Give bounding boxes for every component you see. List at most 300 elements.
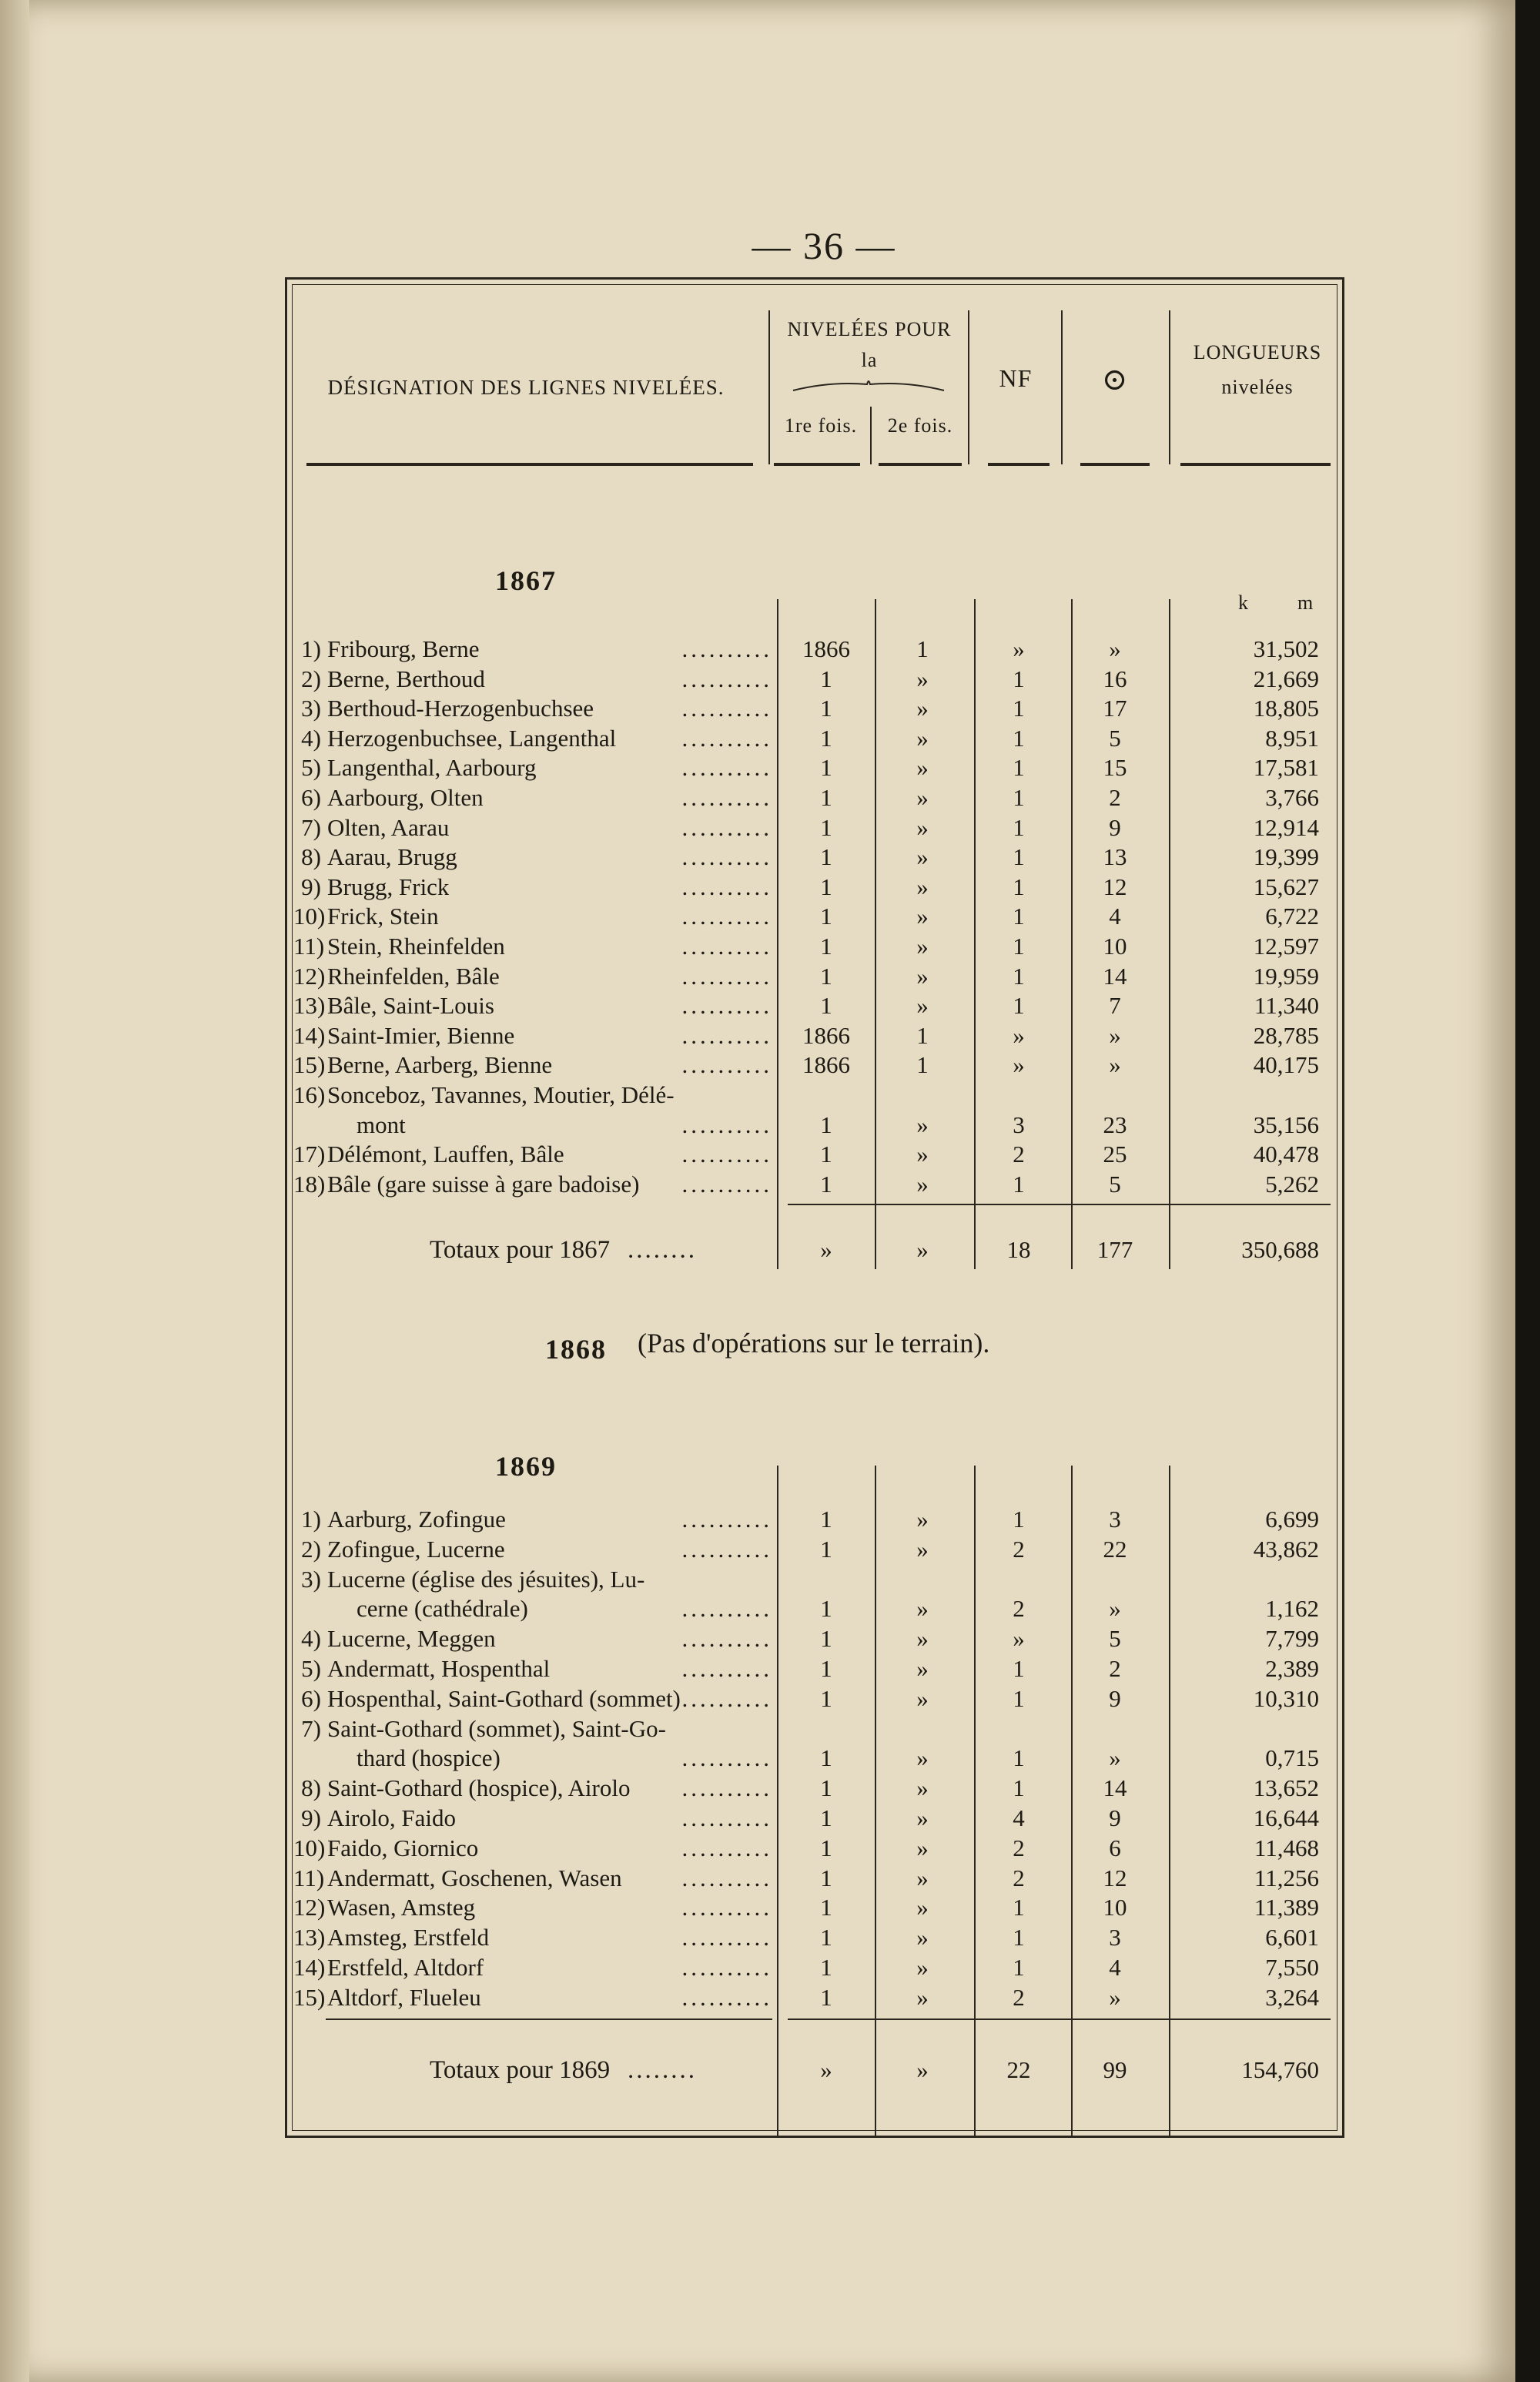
table-row-values [287,931,1342,962]
nf-value: 3 [1013,1111,1025,1138]
table-row-values [287,634,1342,665]
line-name: Berthoud-Herzogenbuchsee [327,695,594,722]
dot-leader: .......... [681,1804,772,1831]
table-row-values [287,1623,1342,1654]
sun-value: 15 [1103,754,1127,782]
row-number: 17) [293,1141,326,1168]
table-row-values [287,1952,1342,1983]
second-time-value: » [916,1744,929,1772]
row-number: 13) [293,1924,326,1951]
line-name: Bâle (gare suisse à gare badoise) [327,1170,640,1198]
nf-value: 2 [1013,1864,1025,1891]
sun-value: 10 [1103,1894,1127,1921]
dot-leader: .......... [681,754,772,782]
line-name: Sonceboz, Tavannes, Moutier, Délé- [327,1081,675,1108]
length-value: 31,502 [1253,635,1319,662]
table-row-values [287,961,1342,992]
table-row [287,1080,1342,1111]
row-number: 9) [301,1804,321,1831]
sun-value: 10 [1103,933,1127,960]
second-time-value: » [916,1684,929,1712]
length-value: 5,262 [1265,1170,1319,1198]
dot-leader: .......... [681,1051,772,1079]
length-value: 11,340 [1254,992,1319,1020]
sun-value: 25 [1103,1141,1127,1168]
line-name: Aarau, Brugg [327,843,457,871]
second-time-value: » [916,724,929,752]
first-time-value: 1 [820,724,832,752]
page-edge [0,0,29,2382]
table-row-values [287,723,1342,754]
line-name: Hospenthal, Saint-Gothard (sommet) [327,1684,681,1712]
first-time-value: 1 [820,1625,832,1653]
row-number: 8) [301,1774,321,1802]
table-row-values [287,1833,1342,1864]
row-number: 15) [293,1983,326,2011]
total-sun: 99 [1103,2056,1127,2083]
first-time-value: 1 [820,843,832,871]
second-time-value: » [916,843,929,871]
header-nf: NF [999,364,1033,392]
row-number: 14) [293,1954,326,1981]
dot-leader: .......... [681,933,772,960]
line-name: Langenthal, Aarbourg [327,754,537,782]
table-row-values [287,1653,1342,1684]
first-time-value: 1 [820,1804,832,1831]
header-first-time: 1re fois. [784,414,858,437]
row-number: 3) [301,695,321,722]
nf-value: 2 [1013,1535,1025,1563]
second-time-value: » [916,933,929,960]
year-1868-heading: 1868 [545,1334,607,1365]
first-time-value: 1 [820,1924,832,1951]
dot-leader: .......... [681,992,772,1020]
line-name: Aarburg, Zofingue [327,1506,506,1533]
dot-leader: .......... [681,813,772,841]
length-value: 12,914 [1253,813,1319,841]
second-time-value: » [916,1954,929,1981]
length-value: 11,389 [1254,1894,1319,1921]
line-name: Herzogenbuchsee, Langenthal [327,724,617,752]
length-value: 21,669 [1253,665,1319,692]
length-value: 19,959 [1253,962,1319,990]
header-designation: DÉSIGNATION DES LIGNES NIVELÉES. [327,376,725,399]
line-name-continuation: thard (hospice) [357,1744,500,1772]
row-number: 1) [301,1506,321,1533]
first-time-value: 1 [820,1894,832,1921]
length-value: 43,862 [1253,1535,1319,1563]
dot-leader: .......... [681,665,772,692]
row-number: 5) [301,754,321,782]
nf-value: 1 [1013,933,1025,960]
second-time-value: 1 [916,1021,929,1049]
row-number: 4) [301,1625,321,1653]
second-time-value: » [916,1834,929,1861]
sun-value: 23 [1103,1111,1127,1138]
row-number: 7) [301,813,321,841]
sun-icon: ⊙ [1101,362,1129,397]
table-row-values [287,1534,1342,1565]
first-time-value: 1 [820,1535,832,1563]
nf-value: 1 [1013,1506,1025,1533]
length-value: 3,766 [1265,784,1319,811]
sun-value: 4 [1109,1954,1121,1981]
line-name: Stein, Rheinfelden [327,933,505,960]
row-number: 6) [301,1684,321,1712]
year-1869-heading: 1869 [495,1451,557,1482]
line-name: Lucerne, Meggen [327,1625,496,1653]
line-name: Zofingue, Lucerne [327,1535,505,1563]
total-length: 154,760 [1241,2056,1319,2083]
length-value: 13,652 [1253,1774,1319,1802]
dot-leader: .......... [681,695,772,722]
first-time-value: 1866 [802,1021,850,1049]
sun-value: 12 [1103,1864,1127,1891]
length-value: 3,264 [1265,1983,1319,2011]
nf-value: 1 [1013,1894,1025,1921]
dot-leader: .......... [681,903,772,930]
sun-value: 9 [1109,1684,1121,1712]
length-value: 8,951 [1265,724,1319,752]
row-number: 5) [301,1655,321,1682]
second-time-value: » [916,1774,929,1802]
length-value: 2,389 [1265,1655,1319,1682]
line-name: Saint-Imier, Bienne [327,1021,515,1049]
second-time-value: » [916,754,929,782]
second-time-value: 1 [916,1051,929,1079]
total-second: » [916,2056,929,2083]
length-value: 10,310 [1253,1684,1319,1712]
length-value: 7,550 [1265,1954,1319,1981]
length-value: 1,162 [1265,1595,1319,1623]
nf-value: 1 [1013,992,1025,1020]
dot-leader: .......... [681,1983,772,2011]
nf-value: 1 [1013,784,1025,811]
sun-value: » [1109,1983,1121,2011]
line-name: Amsteg, Erstfeld [327,1924,490,1951]
line-name: Frick, Stein [327,903,439,930]
length-value: 40,478 [1253,1141,1319,1168]
sun-value: 16 [1103,665,1127,692]
sun-value: 22 [1103,1535,1127,1563]
header-brace [792,378,946,394]
sun-value: 3 [1109,1924,1121,1951]
first-time-value: 1 [820,903,832,930]
nf-value: 1 [1013,962,1025,990]
nf-value: 1 [1013,1924,1025,1951]
nf-value: 1 [1013,843,1025,871]
length-value: 18,805 [1253,695,1319,722]
length-value: 28,785 [1253,1021,1319,1049]
first-time-value: 1866 [802,1051,850,1079]
sun-value: 7 [1109,992,1121,1020]
total-row-1867: Totaux pour 1867 ........ » » 18 177 350,688 [430,1236,1319,1264]
first-time-value: 1 [820,1170,832,1198]
second-time-value: » [916,1141,929,1168]
row-number: 8) [301,843,321,871]
line-name: Faido, Giornico [327,1834,479,1861]
second-time-value: » [916,1625,929,1653]
row-number: 10) [293,1834,326,1861]
second-time-value: » [916,1983,929,2011]
total-nf: 18 [1006,1236,1031,1263]
sun-value: 14 [1103,1774,1127,1802]
nf-value: 4 [1013,1804,1025,1831]
total-second: » [916,1236,929,1263]
row-number: 4) [301,724,321,752]
sun-value: 14 [1103,962,1127,990]
second-time-value: » [916,903,929,930]
header-la: la [861,349,878,371]
dot-leader: .......... [681,1655,772,1682]
row-number: 7) [301,1714,321,1742]
total-sun: 177 [1096,1236,1133,1263]
length-value: 40,175 [1253,1051,1319,1079]
first-time-value: 1 [820,1983,832,2011]
dot-leader: .......... [681,962,772,990]
nf-value: 1 [1013,903,1025,930]
table-row-values [287,752,1342,783]
table-row [287,1714,1342,1744]
line-name: Andermatt, Hospenthal [327,1655,551,1682]
line-name: Brugg, Frick [327,873,450,900]
table-row-values [287,1050,1342,1080]
page-number: — 36 — [752,224,896,267]
first-time-value: 1 [820,1684,832,1712]
table-row-values [287,1683,1342,1714]
line-name: Wasen, Amsteg [327,1894,476,1921]
first-time-value: 1 [820,933,832,960]
second-time-value: » [916,695,929,722]
line-name: Berne, Aarberg, Bienne [327,1051,553,1079]
first-time-value: 1 [820,1864,832,1891]
second-time-value: » [916,813,929,841]
length-value: 11,256 [1254,1864,1319,1891]
second-time-value: » [916,873,929,900]
line-name: Bâle, Saint-Louis [327,992,494,1020]
total-row-1869: Totaux pour 1869 ........ » » 22 99 154,760 [430,2056,1319,2084]
nf-value: 2 [1013,1595,1025,1623]
table-row-values [287,1169,1342,1200]
second-time-value: » [916,1111,929,1138]
dot-leader: .......... [681,1834,772,1861]
nf-value: 1 [1013,695,1025,722]
length-value: 11,468 [1254,1834,1319,1861]
row-number: 2) [301,1535,321,1563]
row-number: 12) [293,1894,326,1921]
table-row-values [287,1504,1342,1535]
second-time-value: » [916,1804,929,1831]
first-time-value: 1 [820,1595,832,1623]
length-value: 7,799 [1265,1625,1319,1653]
total-length: 350,688 [1241,1236,1319,1263]
year-1867-heading: 1867 [495,565,557,596]
first-time-value: 1 [820,1954,832,1981]
dot-leader: .......... [681,1506,772,1533]
line-name-continuation: cerne (cathédrale) [357,1595,528,1623]
second-time-value: » [916,1595,929,1623]
dot-leader: .......... [681,1111,772,1138]
dot-leader: .......... [681,1864,772,1891]
table-row [287,1564,1342,1595]
table-row-values [287,1863,1342,1894]
second-time-value: » [916,1894,929,1921]
row-number: 1) [301,635,321,662]
first-time-value: 1 [820,1774,832,1802]
sun-value: 4 [1109,903,1121,930]
length-value: 6,699 [1265,1506,1319,1533]
first-time-value: 1 [820,695,832,722]
second-time-value: » [916,1506,929,1533]
line-name-continuation: mont [357,1111,406,1138]
table-row-values [287,1743,1342,1774]
line-name: Délémont, Lauffen, Bâle [327,1141,564,1168]
table-row-values [287,872,1342,903]
row-number: 11) [293,1864,325,1891]
table-row-values [287,782,1342,813]
nf-value: 1 [1013,1744,1025,1772]
dot-leader: .......... [681,843,772,871]
nf-value: 1 [1013,1655,1025,1682]
table-row-values [287,901,1342,932]
second-time-value: » [916,1655,929,1682]
nf-value: 1 [1013,665,1025,692]
dot-leader: .......... [681,1141,772,1168]
second-time-value: » [916,665,929,692]
dot-leader: .......... [681,1535,772,1563]
dot-leader: .......... [681,1744,772,1772]
dot-leader: .......... [681,1894,772,1921]
sun-value: 5 [1109,1170,1121,1198]
nf-value: » [1013,1021,1025,1049]
second-time-value: » [916,962,929,990]
dot-leader: .......... [681,1021,772,1049]
table-row-values [287,842,1342,873]
second-time-value: » [916,784,929,811]
first-time-value: 1 [820,784,832,811]
nf-value: 1 [1013,724,1025,752]
first-time-value: 1866 [802,635,850,662]
sun-value: 9 [1109,1804,1121,1831]
first-time-value: 1 [820,1111,832,1138]
first-time-value: 1 [820,992,832,1020]
sun-value: 2 [1109,784,1121,811]
table-row-values [287,664,1342,695]
dot-leader: .......... [681,784,772,811]
table-row-values [287,1803,1342,1834]
table-row-values [287,1139,1342,1170]
header-nivelees-pour: NIVELÉES POUR [787,318,952,340]
sun-value: 9 [1109,813,1121,841]
sun-value: » [1109,1744,1121,1772]
dot-leader: .......... [681,724,772,752]
row-number: 3) [301,1565,321,1593]
row-number: 16) [293,1081,326,1108]
nf-value: 1 [1013,1774,1025,1802]
row-number: 6) [301,784,321,811]
sun-value: » [1109,635,1121,662]
length-value: 19,399 [1253,843,1319,871]
nf-value: 1 [1013,813,1025,841]
length-value: 6,601 [1265,1924,1319,1951]
row-number: 18) [293,1170,326,1198]
note-1868: (Pas d'opérations sur le terrain). [638,1328,990,1359]
sun-value: 13 [1103,843,1127,871]
table-row-values [287,990,1342,1021]
sun-value: 3 [1109,1506,1121,1533]
sun-value: 5 [1109,724,1121,752]
nf-value: » [1013,1625,1025,1653]
first-time-value: 1 [820,1506,832,1533]
line-name: Rheinfelden, Bâle [327,962,500,990]
row-number: 2) [301,665,321,692]
row-number: 12) [293,962,326,990]
nf-value: 2 [1013,1983,1025,2011]
sun-value: » [1109,1595,1121,1623]
sun-value: 12 [1103,873,1127,900]
nf-value: 1 [1013,754,1025,782]
sun-value: » [1109,1051,1121,1079]
nf-value: 1 [1013,873,1025,900]
dot-leader: .......... [681,1684,772,1712]
row-number: 14) [293,1021,326,1049]
first-time-value: 1 [820,754,832,782]
line-name: Saint-Gothard (hospice), Airolo [327,1774,631,1802]
sun-value: 5 [1109,1625,1121,1653]
dot-leader: .......... [681,1595,772,1623]
header-second-time: 2e fois. [887,414,953,437]
dot-leader: .......... [681,1625,772,1653]
row-number: 9) [301,873,321,900]
line-name: Berne, Berthoud [327,665,485,692]
line-name: Erstfeld, Altdorf [327,1954,484,1981]
row-number: 10) [293,903,326,930]
first-time-value: 1 [820,665,832,692]
length-value: 17,581 [1253,754,1319,782]
table-row-values [287,1922,1342,1953]
length-value: 15,627 [1253,873,1319,900]
sun-value: 17 [1103,695,1127,722]
line-name: Andermatt, Goschenen, Wasen [327,1864,622,1891]
table-row-values [287,1593,1342,1624]
second-time-value: 1 [916,635,929,662]
dot-leader: .......... [681,1954,772,1981]
length-value: 35,156 [1253,1111,1319,1138]
header-nivelees: nivelées [1221,376,1294,398]
first-time-value: 1 [820,1141,832,1168]
length-value: 0,715 [1265,1744,1319,1772]
second-time-value: » [916,1535,929,1563]
header-longueurs: LONGUEURS [1193,341,1322,363]
length-value: 16,644 [1253,1804,1319,1831]
table-row-values [287,1020,1342,1051]
dot-leader: .......... [681,873,772,900]
total-first: » [820,1236,832,1263]
total-nf: 22 [1006,2056,1031,2083]
second-time-value: » [916,1170,929,1198]
nf-value: 2 [1013,1834,1025,1861]
first-time-value: 1 [820,1744,832,1772]
row-number: 15) [293,1051,326,1079]
length-value: 6,722 [1265,903,1319,930]
total-label: Totaux pour 1867 [430,1236,611,1264]
table-row-values [287,812,1342,843]
unit-km: k [1238,591,1248,614]
first-time-value: 1 [820,1655,832,1682]
table-row-values [287,1110,1342,1141]
total-label: Totaux pour 1869 [430,2056,611,2084]
line-name: Saint-Gothard (sommet), Saint-Go- [327,1714,666,1742]
